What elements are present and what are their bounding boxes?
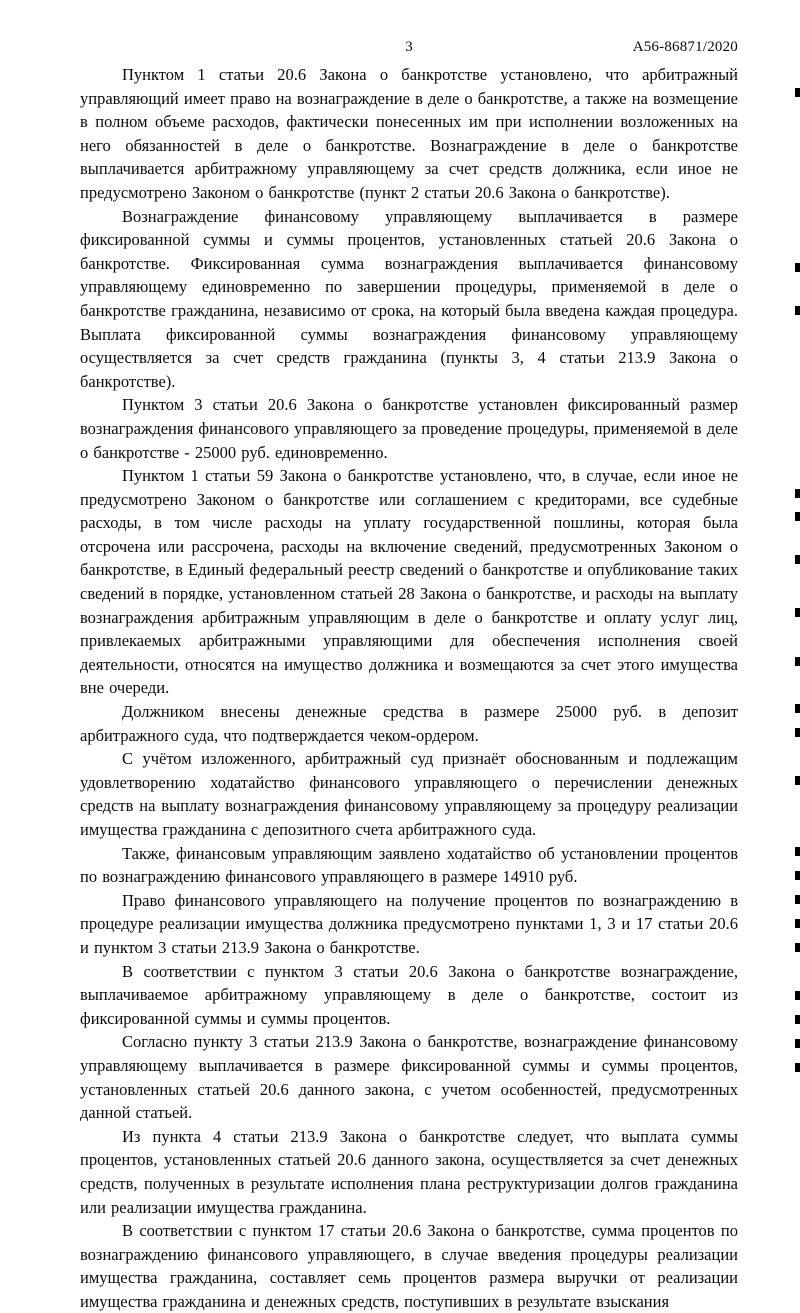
paragraph: В соответствии с пунктом 17 статьи 20.6 Закона о банкротстве, сумма процентов по вознаграждению финансового управляющего, в случае введения процедуры реализации имущества гражданина, составляет семь процентов размера выручки от реализации имущества гражданина и денежных средств, поступивших в результате взыскания — [80, 1221, 738, 1311]
scan-artifact-mark — [795, 919, 800, 928]
scan-artifact-mark — [795, 657, 800, 666]
paragraph: Согласно пункту 3 статьи 213.9 Закона о банкротстве, вознаграждение финансовому управляющему выплачивается в размере фиксированной суммы и суммы процентов, установленных статьей 20.6 данного закона, с учетом особенностей, предусмотренных данной статьей. — [80, 1032, 738, 1123]
paragraph: Должником внесены денежные средства в размере 25000 руб. в депозит арбитражного суда, что подтверждается чеком-ордером. — [80, 702, 738, 745]
scan-artifact-mark — [795, 991, 800, 1000]
paragraph: Из пункта 4 статьи 213.9 Закона о банкротстве следует, что выплата суммы процентов, установленных статьей 20.6 данного закона, осуществляется за счет денежных средств, полученных в результате исполнения плана реструктуризации долгов гражданина или реализации имущества гражданина. — [80, 1126, 738, 1217]
scan-artifact-mark — [795, 728, 800, 737]
paragraph: Вознаграждение финансовому управляющему выплачивается в размере фиксированной суммы и суммы процентов, установленных статьей 20.6 Закона о банкротстве. Фиксированная сумма вознаграждения выплачивается финансовому управляющему единовременно по завершении процедуры, применяемой в деле о банкротстве гражданина, независимо от срока, на который была введена каждая процедура. Выплата фиксированной суммы вознаграждения финансовому управляющему осуществляется за счет средств гражданина (пункты 3, 4 статьи 213.9 Закона о банкротстве). — [80, 206, 738, 391]
scan-artifact-mark — [795, 263, 800, 272]
scan-artifact-mark — [795, 608, 800, 617]
scan-artifact-mark — [795, 776, 800, 785]
paragraph: Право финансового управляющего на получение процентов по вознаграждению в процедуре реализации имущества должника предусмотрено пунктами 1, 3 и 17 статьи 20.6 и пунктом 3 статьи 213.9 Закона о банкротстве. — [80, 890, 738, 957]
case-number: А56-86871/2020 — [632, 39, 738, 55]
paragraph: Пунктом 3 статьи 20.6 Закона о банкротстве установлен фиксированный размер вознаграждения финансового управляющего за проведение процедуры, применяемой в деле о банкротстве - 25000 руб. единовременно. — [80, 395, 738, 462]
paragraph: Пунктом 1 статьи 59 Закона о банкротстве установлено, что, в случае, если иное не предусмотрено Законом о банкротстве или соглашением с кредиторами, все судебные расходы, в том числе расходы на уплату государственной пошлины, которая была отсрочена или рассрочена, расходы на включение сведений, предусмотренных Законом о банкротстве, в Единый федеральный реестр сведений о банкротстве и опубликование таких сведений в порядке, установленном статьей 28 Закона о банкротстве, и расходы на выплату вознаграждения арбитражным управляющим в деле о банкротстве и оплату услуг лиц, привлекаемых арбитражными управляющими для обеспечения исполнения своей деятельности, относятся на имущество должника и возмещаются за счет этого имущества вне очереди. — [80, 466, 738, 698]
scan-artifact-mark — [795, 88, 800, 97]
paragraph: Также, финансовым управляющим заявлено ходатайство об установлении процентов по вознаграждению финансового управляющего в размере 14910 руб. — [80, 843, 738, 887]
paragraph: Пунктом 1 статьи 20.6 Закона о банкротстве установлено, что арбитражный управляющий имеет право на вознаграждение в деле о банкротстве, а также на возмещение в полном объеме расходов, фактически понесенных им при исполнении возложенных на него обязанностей в деле о банкротстве. Вознаграждение в деле о банкротстве выплачивается арбитражному управляющему за счет средств должника, если иное не предусмотрено Законом о банкротстве (пункт 2 статьи 20.6 Закона о банкротстве). — [80, 65, 738, 202]
scan-artifact-mark — [795, 847, 800, 856]
scan-artifact-mark — [795, 895, 800, 904]
scan-artifact-mark — [795, 943, 800, 952]
page-header — [80, 38, 738, 58]
scan-artifact-mark — [795, 871, 800, 880]
scan-artifact-mark — [795, 306, 800, 315]
scan-artifact-mark — [795, 1039, 800, 1048]
document-body — [80, 63, 738, 1313]
page-number: 3 — [405, 39, 413, 55]
scan-artifact-mark — [795, 1063, 800, 1072]
scan-artifact-mark — [795, 512, 800, 521]
scan-artifact-mark — [795, 704, 800, 713]
scan-artifact-mark — [795, 555, 800, 564]
paragraph: С учётом изложенного, арбитражный суд признаёт обоснованным и подлежащим удовлетворению ходатайство финансового управляющего о перечислении денежных средств на выплату вознаграждения финансовому управляющему за процедуру реализации имущества гражданина с депозитного счета арбитражного суда. — [80, 749, 738, 839]
scan-artifact-mark — [795, 489, 800, 498]
scan-artifact-mark — [795, 1015, 800, 1024]
paragraph: В соответствии с пунктом 3 статьи 20.6 Закона о банкротстве вознаграждение, выплачиваемое арбитражному управляющему в деле о банкротстве, состоит из фиксированной суммы и суммы процентов. — [80, 961, 738, 1028]
